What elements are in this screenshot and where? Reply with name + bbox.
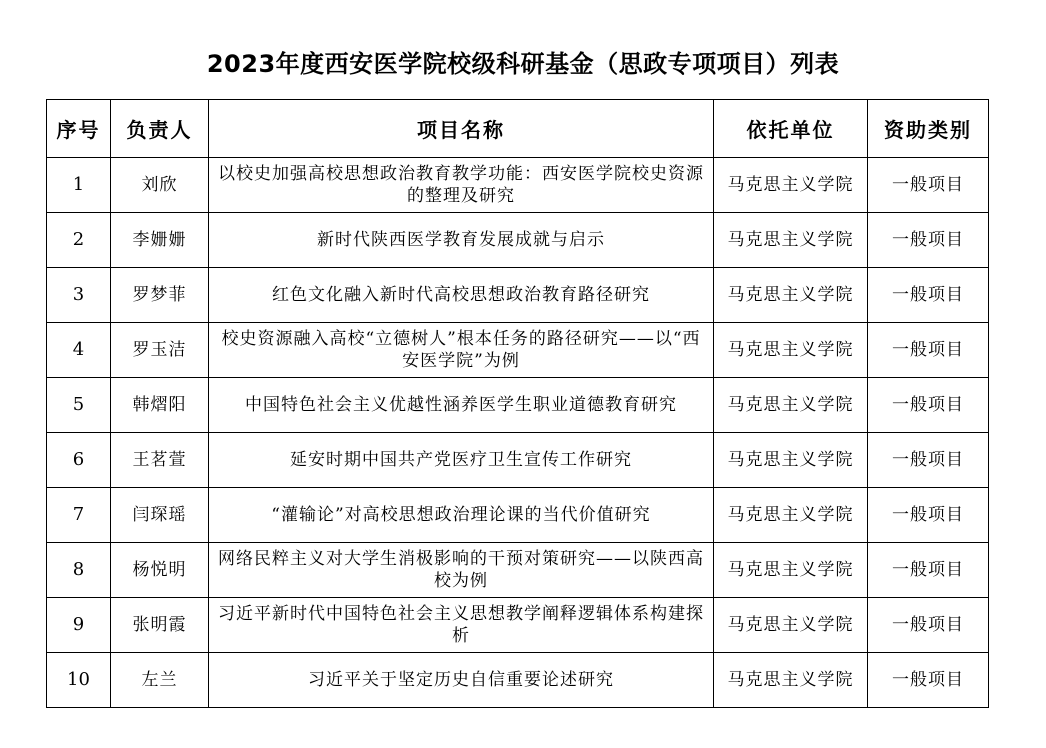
cell-no: 3: [47, 268, 111, 323]
cell-project-name: 以校史加强高校思想政治教育教学功能：西安医学院校史资源的整理及研究: [209, 158, 714, 213]
cell-unit: 马克思主义学院: [714, 213, 868, 268]
cell-project-name: 延安时期中国共产党医疗卫生宣传工作研究: [209, 433, 714, 488]
header-no: 序号: [47, 100, 111, 158]
cell-unit: 马克思主义学院: [714, 323, 868, 378]
cell-no: 10: [47, 653, 111, 708]
page-title: 2023年度西安医学院校级科研基金（思政专项项目）列表: [206, 50, 840, 78]
cell-project-name: 习近平关于坚定历史自信重要论述研究: [209, 653, 714, 708]
cell-unit: 马克思主义学院: [714, 653, 868, 708]
cell-unit: 马克思主义学院: [714, 543, 868, 598]
table-row: [47, 213, 989, 268]
cell-category: 一般项目: [868, 653, 989, 708]
cell-category: 一般项目: [868, 598, 989, 653]
cell-leader: 罗梦菲: [111, 268, 209, 323]
table-row: [47, 653, 989, 708]
table-header-row: [47, 100, 989, 158]
header-unit: 依托单位: [714, 100, 868, 158]
cell-category: 一般项目: [868, 323, 989, 378]
projects-table: [46, 99, 989, 708]
cell-leader: 罗玉洁: [111, 323, 209, 378]
table-row: [47, 488, 989, 543]
table-row: [47, 378, 989, 433]
cell-no: 5: [47, 378, 111, 433]
cell-unit: 马克思主义学院: [714, 488, 868, 543]
cell-category: 一般项目: [868, 488, 989, 543]
cell-no: 4: [47, 323, 111, 378]
cell-leader: 闫琛瑶: [111, 488, 209, 543]
cell-category: 一般项目: [868, 158, 989, 213]
cell-unit: 马克思主义学院: [714, 598, 868, 653]
header-leader: 负责人: [111, 100, 209, 158]
header-category: 资助类别: [868, 100, 989, 158]
cell-leader: 王茗萱: [111, 433, 209, 488]
cell-leader: 杨悦明: [111, 543, 209, 598]
cell-no: 2: [47, 213, 111, 268]
cell-no: 1: [47, 158, 111, 213]
cell-category: 一般项目: [868, 433, 989, 488]
cell-unit: 马克思主义学院: [714, 378, 868, 433]
cell-category: 一般项目: [868, 213, 989, 268]
cell-project-name: “灌输论”对高校思想政治理论课的当代价值研究: [209, 488, 714, 543]
cell-project-name: 中国特色社会主义优越性涵养医学生职业道德教育研究: [209, 378, 714, 433]
cell-project-name: 网络民粹主义对大学生消极影响的干预对策研究——以陕西高校为例: [209, 543, 714, 598]
cell-leader: 李姗姗: [111, 213, 209, 268]
cell-unit: 马克思主义学院: [714, 158, 868, 213]
table-row: [47, 433, 989, 488]
cell-no: 7: [47, 488, 111, 543]
header-project-name: 项目名称: [209, 100, 714, 158]
cell-category: 一般项目: [868, 378, 989, 433]
table-row: [47, 268, 989, 323]
cell-project-name: 红色文化融入新时代高校思想政治教育路径研究: [209, 268, 714, 323]
table-row: [47, 158, 989, 213]
cell-leader: 刘欣: [111, 158, 209, 213]
cell-category: 一般项目: [868, 543, 989, 598]
cell-leader: 张明霞: [111, 598, 209, 653]
cell-project-name: 新时代陕西医学教育发展成就与启示: [209, 213, 714, 268]
cell-project-name: 习近平新时代中国特色社会主义思想教学阐释逻辑体系构建探析: [209, 598, 714, 653]
cell-no: 8: [47, 543, 111, 598]
cell-unit: 马克思主义学院: [714, 268, 868, 323]
cell-no: 6: [47, 433, 111, 488]
cell-category: 一般项目: [868, 268, 989, 323]
cell-project-name: 校史资源融入高校“立德树人”根本任务的路径研究——以“西安医学院”为例: [209, 323, 714, 378]
cell-no: 9: [47, 598, 111, 653]
table-row: [47, 323, 989, 378]
table-row: [47, 543, 989, 598]
cell-unit: 马克思主义学院: [714, 433, 868, 488]
cell-leader: 韩熠阳: [111, 378, 209, 433]
table-row: [47, 598, 989, 653]
cell-leader: 左兰: [111, 653, 209, 708]
